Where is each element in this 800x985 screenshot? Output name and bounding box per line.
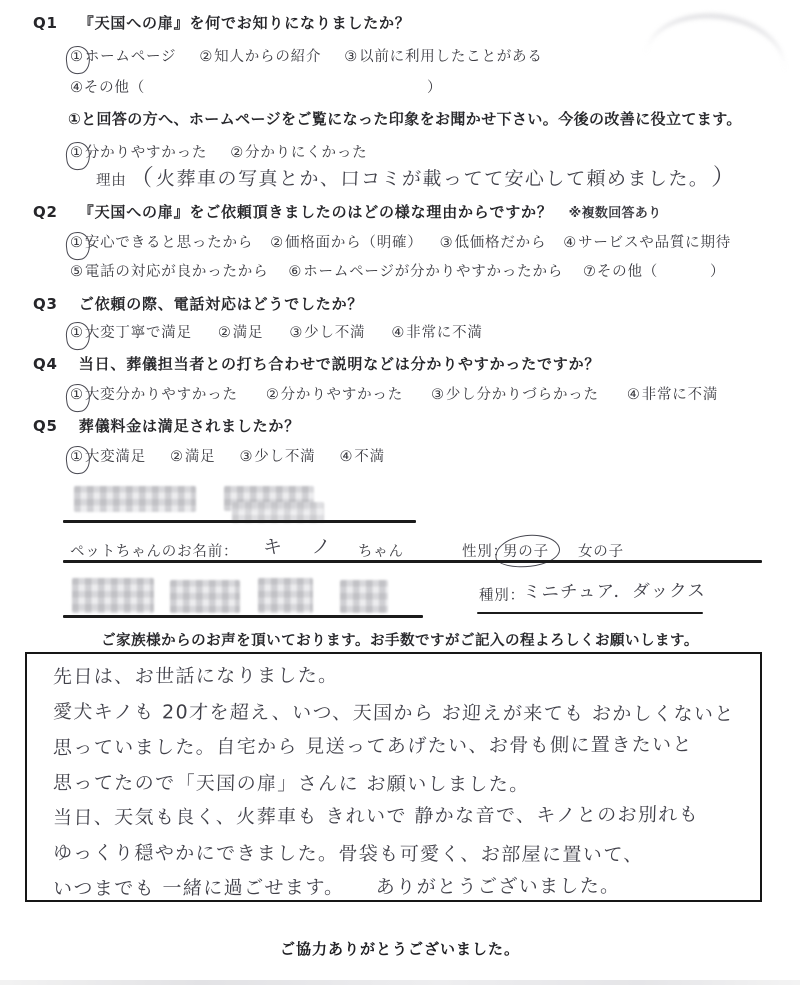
comment-prompt: ご家族様からのお声を頂いております。お手数ですがご記入の程よろしくお願いします。 (101, 633, 699, 649)
q5-option-3: ③少し不満 (239, 449, 316, 465)
q3-option-2: ②満足 (217, 325, 264, 341)
q3-options (70, 321, 483, 342)
pet-gender-label: 性別： (462, 544, 508, 560)
q2-options-row-1 (70, 231, 731, 252)
pet-row-underline (63, 560, 762, 563)
q3-option-4: ④非常に不満 (391, 325, 483, 341)
q4-option-3: ③少し分かりづらかった (431, 387, 599, 403)
q5-option-3-label: 少し不満 (254, 449, 316, 465)
address-underline (63, 615, 423, 618)
q4-options (70, 383, 718, 404)
pet-gender-male-selected: 男の子 (503, 540, 549, 561)
q2-option-1 (70, 231, 253, 252)
comment-line: 当日、天気も良く、火葬車も きれいで 静かな音で、キノとのお別れも (52, 803, 700, 830)
q1-option-4-other: ④その他（ ） (70, 80, 443, 96)
q1-option-2-label: 知人からの紹介 (214, 49, 322, 65)
q4-option-2-label: 分かりやすかった (280, 387, 404, 403)
q4-option-3-label: 少し分かりづらかった (445, 387, 599, 403)
q5-title: 葬儀料金は満足されましたか？ (78, 417, 300, 435)
pet-name-suffix: ちゃん (358, 544, 404, 560)
q5-option-1 (70, 445, 146, 466)
q1-sub-option-1-selection-circle: ① (70, 145, 84, 161)
q4-option-1-label: 大変分かりやすかった (84, 387, 238, 403)
q3-option-2-label: 満足 (232, 325, 264, 341)
q4-option-4-label: 非常に不満 (641, 387, 719, 403)
q2-option-1-label: 安心できると思ったから (84, 235, 254, 251)
q2-option-2: ②価格面から（明確） (270, 235, 423, 251)
q2-header (33, 201, 661, 222)
q1-title: 『天国への扉』を何でお知りになりましたか？ (78, 14, 411, 32)
q2-option-6-label: ホームページが分かりやすかったから (303, 264, 564, 280)
q2-option-6: ⑥ホームページが分かりやすかったから (288, 264, 564, 280)
q1-sub-prompt: ①と回答の方へ、ホームページをご覧になった印象をお聞かせ下さい。今後の改善に役立てます。 (68, 110, 742, 128)
q2-number: Q2 (33, 203, 58, 221)
comment-line: いつまでも 一緒に過ごせます。 ありがとうございました。 (52, 874, 621, 900)
q4-title: 当日、葬儀担当者との打ち合わせで説明などは分かりやすかったですか？ (78, 355, 601, 373)
comment-line: ゆっくり穏やかにできました。骨袋も可愛く、お部屋に置いて、 (52, 842, 644, 867)
q5-option-1-label: 大変満足 (84, 449, 147, 465)
q2-option-1-selection-circle: ① (70, 235, 84, 251)
pet-breed-handwritten-value: ミニチュア．ダックス (522, 581, 707, 603)
q1-number: Q1 (33, 14, 58, 32)
q2-option-3: ③低価格だから (439, 235, 547, 251)
q2-option-5-label: 電話の対応が良かったから (84, 264, 269, 280)
q1-reason-close-paren: ） (710, 164, 737, 192)
q5-option-4: ④不満 (339, 449, 385, 465)
q1-sub-option-2: ②分かりにくかった (230, 145, 368, 161)
q1-other-row (70, 76, 442, 97)
comment-line: 愛犬キノも 20才を超え、いつ、天国から お迎えが来ても おかしくないと (52, 701, 736, 726)
q1-option-1-label: ホームページ (84, 49, 177, 65)
pet-breed-label: 種別： (479, 588, 525, 604)
comment-line: 思ってたので「天国の扉」さんに お願いしました。 (52, 771, 530, 796)
family-comment-handwriting (27, 654, 760, 907)
q5-option-2-label: 満足 (184, 449, 216, 465)
family-comment-box (25, 652, 762, 902)
redacted-address-blur-2 (170, 580, 240, 613)
q5-header (33, 415, 300, 436)
pet-name-handwritten-value: キノ (262, 535, 361, 559)
q3-number: Q3 (33, 295, 58, 313)
q5-option-4-label: 不満 (354, 449, 385, 465)
q4-option-2: ②分かりやすかった (265, 387, 404, 403)
q1-option-3-label: 以前に利用したことがある (359, 49, 543, 65)
q1-sub-option-1-label: 分かりやすかった (84, 145, 208, 161)
pet-name-label: ペットちゃんのお名前： (70, 544, 239, 560)
q3-option-3: ③少し不満 (289, 325, 366, 341)
q4-number: Q4 (33, 355, 58, 373)
scan-edge-artifact (0, 980, 800, 985)
q3-header (33, 293, 363, 314)
q3-option-1 (70, 321, 192, 342)
comment-line: 先日は、お世話になりました。 (52, 664, 339, 689)
q3-option-3-label: 少し不満 (304, 325, 366, 341)
redacted-address-blur-3 (258, 578, 313, 613)
q4-option-4: ④非常に不満 (626, 387, 719, 403)
q2-option-2-label: 価格面から（明確） (284, 235, 423, 251)
q4-option-1-selection-circle: ① (70, 387, 84, 403)
q3-option-1-label: 大変丁寧で満足 (84, 325, 192, 341)
breed-underline (477, 612, 703, 614)
q4-header (33, 353, 600, 374)
q5-option-2: ②満足 (170, 449, 216, 465)
q1-reason-label: 理由 (96, 173, 127, 189)
footer-thanks: ご協力ありがとうございました。 (279, 940, 520, 958)
q3-option-1-selection-circle: ① (70, 325, 84, 341)
redacted-family-name-blur (74, 486, 196, 512)
comment-line: 思っていました。自宅から 見送ってあげたい、お骨も側に置きたいと (52, 733, 694, 759)
q2-option-3-label: 低価格だから (454, 235, 547, 251)
scan-crease-mark (646, 6, 791, 72)
q1-reason-handwritten-answer: 火葬車の写真とか、口コミが載ってて安心して頼めました。 (155, 168, 710, 190)
q1-option-1 (70, 45, 176, 66)
q1-reason-open-paren: （ (128, 164, 154, 192)
q2-title: 『天国への扉』をご依頼頂きましたのはどの様な理由からですか？ (78, 203, 553, 221)
q5-options (70, 445, 385, 466)
q3-option-4-label: 非常に不満 (406, 325, 483, 341)
family-name-underline (63, 520, 416, 523)
q1-option-3: ③以前に利用したことがある (344, 49, 543, 65)
q5-option-1-selection-circle: ① (70, 449, 84, 465)
q1-reason-row (96, 159, 738, 192)
q1-option-2: ②知人からの紹介 (199, 49, 322, 65)
q2-option-4-label: サービスや品質に期待 (578, 235, 732, 251)
q2-options-row-2 (70, 260, 725, 281)
q1-header (33, 12, 411, 33)
q3-title: ご依頼の際、電話対応はどうでしたか？ (78, 295, 364, 313)
q1-sub-option-2-label: 分かりにくかった (245, 145, 368, 161)
q2-option-4: ④サービスや品質に期待 (563, 235, 732, 251)
q2-option-7-other: ⑦その他（ ） (583, 264, 726, 280)
q2-option-5: ⑤電話の対応が良かったから (70, 264, 269, 280)
q5-number: Q5 (33, 417, 58, 435)
q1-options (70, 45, 543, 66)
pet-gender-female: 女の子 (578, 544, 624, 560)
q4-option-1 (70, 383, 238, 404)
redacted-address-blur-4 (340, 580, 388, 613)
redacted-address-blur-1 (72, 578, 154, 613)
q2-note: ※複数回答あり (568, 206, 662, 221)
q1-option-1-selection-circle: ① (70, 49, 84, 65)
